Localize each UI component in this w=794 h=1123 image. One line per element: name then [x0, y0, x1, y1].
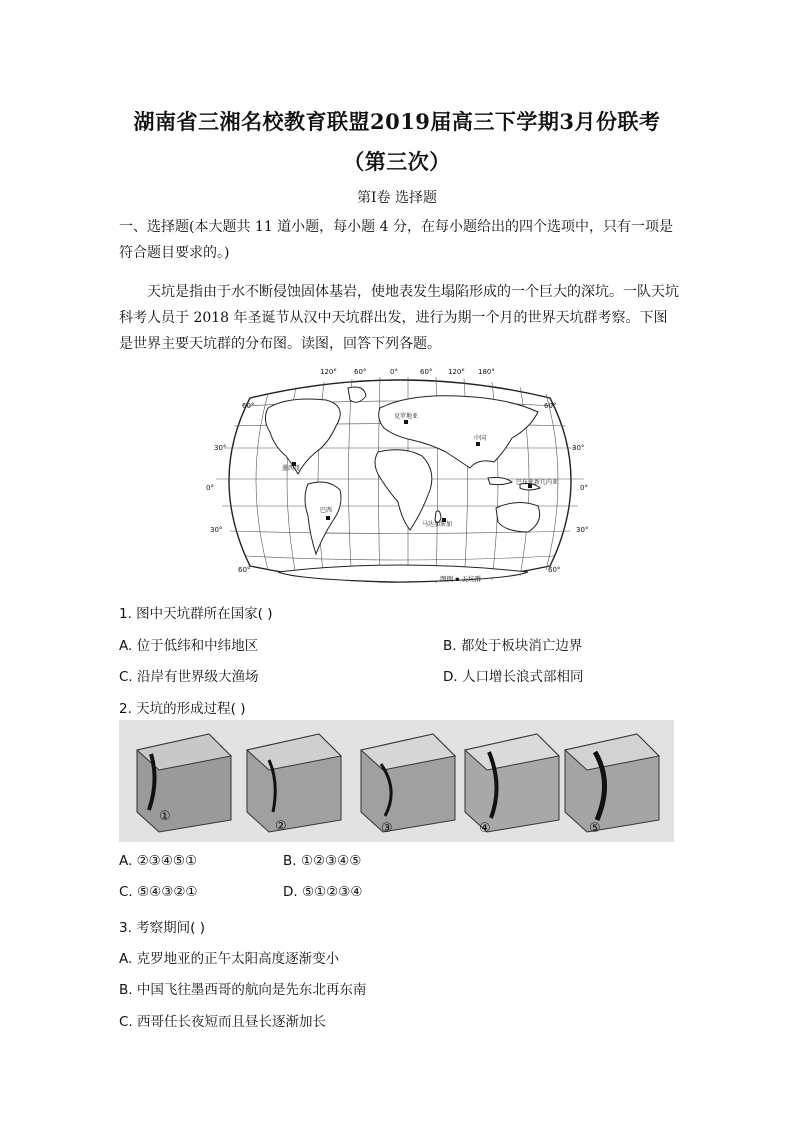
lon-label: 180° — [478, 368, 495, 376]
passage: 天坑是指由于水不断侵蚀固体基岩，使地表发生塌陷形成的一个巨大的深坑。一队天坑科考人员于 2018 年圣诞节从汉中天坑群出发，进行为期一个月的世界天坑群考察。下图是世界主要天坑群的分布图。读图，回答下列各题。 — [119, 284, 679, 352]
lon-label: 120° — [320, 368, 337, 376]
figure-label-4: ④ — [479, 821, 491, 836]
instructions: 一、选择题(本大题共 11 道小题，每小题 4 分，在每小题给出的四个选项中，只有一项是符合题目要求的。) — [119, 219, 673, 261]
sinkhole-marker-croatia — [404, 420, 408, 424]
question-3-stem: 3. 考察期间( ) — [119, 920, 205, 936]
lon-label: 120° — [448, 368, 465, 376]
figure-label-1: ① — [159, 809, 171, 824]
lat-label: 30° — [214, 444, 227, 452]
lat-label: 60° — [544, 402, 557, 410]
sinkhole-marker-brazil — [326, 516, 330, 520]
place-label-png: 巴布亚新几内亚 — [516, 479, 559, 486]
question-1-stem: 1. 图中天坑群所在国家( ) — [119, 606, 273, 622]
place-label-mexico: 墨西哥 — [282, 465, 301, 472]
place-label-croatia: 克罗地亚 — [394, 413, 419, 420]
lon-label: 60° — [420, 368, 433, 376]
section-heading: 第Ⅰ卷 选择题 — [357, 190, 437, 206]
lat-label: 60° — [548, 566, 561, 574]
lat-label: 60° — [242, 402, 255, 410]
lat-label: 30° — [576, 526, 589, 534]
lon-label: 60° — [354, 368, 367, 376]
figure-label-3: ③ — [381, 821, 393, 836]
place-label-brazil: 巴西 — [320, 507, 333, 514]
figure-label-2: ② — [275, 819, 287, 834]
q2-option-a[interactable]: A. ②③④⑤① — [119, 853, 198, 869]
q1-option-d[interactable]: D. 人口增长浪式部相同 — [443, 669, 584, 685]
lat-label: 30° — [572, 444, 585, 452]
lat-label: 30° — [210, 526, 223, 534]
q3-option-a[interactable]: A. 克罗地亚的正午太阳高度逐渐变小 — [119, 951, 340, 967]
lat-label: 0° — [206, 484, 214, 492]
figure-label-5: ⑤ — [589, 821, 601, 836]
sinkhole-formation-figure — [119, 720, 674, 842]
q3-option-c[interactable]: C. 西哥任长夜短而且昼长逐渐加长 — [119, 1014, 327, 1030]
lon-label: 0° — [390, 368, 398, 376]
exam-subtitle: （第三次） — [343, 149, 451, 174]
q2-option-d[interactable]: D. ⑤①②③④ — [283, 884, 363, 900]
q2-option-c[interactable]: C. ⑤④③②① — [119, 884, 198, 900]
world-map-figure — [208, 366, 592, 592]
lat-label: 60° — [238, 566, 251, 574]
q2-option-b[interactable]: B. ①②③④⑤ — [283, 853, 362, 869]
q1-option-a[interactable]: A. 位于低纬和中纬地区 — [119, 638, 259, 654]
place-label-china: 中国 — [474, 435, 487, 442]
q1-option-c[interactable]: C. 沿岸有世界级大渔场 — [119, 669, 259, 685]
question-2-stem: 2. 天坑的形成过程( ) — [119, 701, 246, 717]
lat-label: 0° — [580, 484, 588, 492]
sinkhole-marker-china — [476, 442, 480, 446]
q1-option-b[interactable]: B. 都处于板块消亡边界 — [443, 638, 583, 654]
map-legend: 图例 ▪ 天坑群 — [440, 575, 482, 583]
q3-option-b[interactable]: B. 中国飞往墨西哥的航向是先东北再东南 — [119, 982, 367, 998]
exam-title: 湖南省三湘名校教育联盟2019届高三下学期3月份联考 — [133, 109, 661, 134]
place-label-madagascar: 马达加斯加 — [422, 521, 453, 528]
